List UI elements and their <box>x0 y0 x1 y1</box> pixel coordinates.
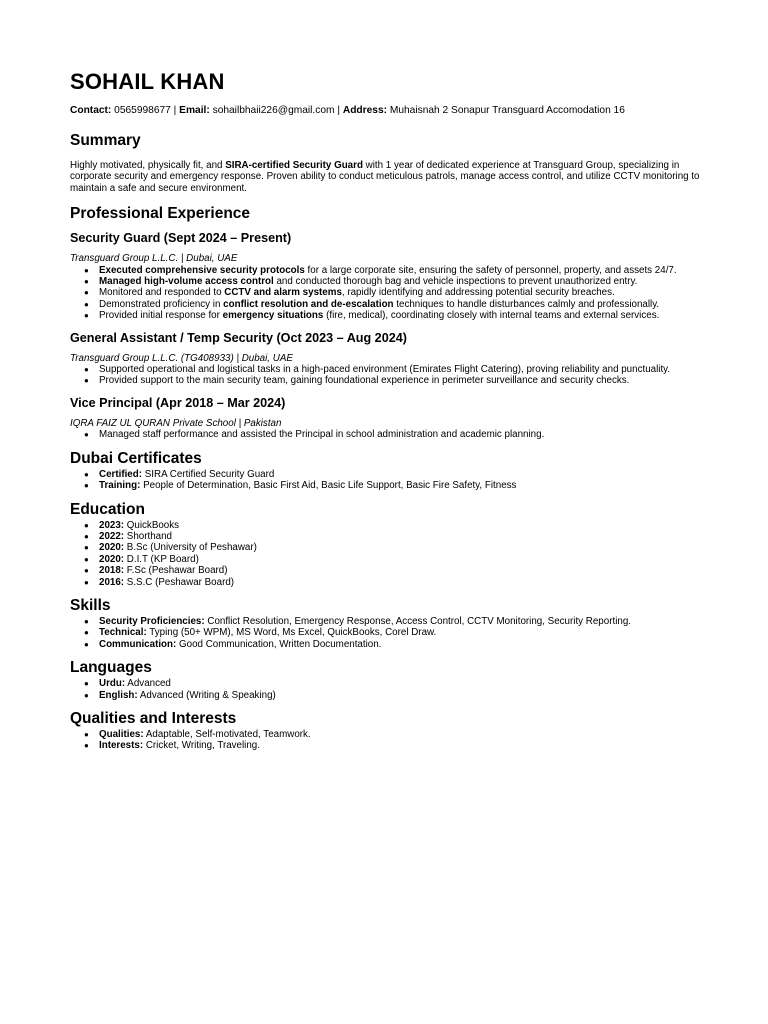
bullet-icon: ● <box>84 554 89 564</box>
job-title: Vice Principal (Apr 2018 – Mar 2024) <box>70 395 286 410</box>
list-item <box>70 565 702 576</box>
bullet-icon: ● <box>84 639 89 649</box>
bullet-icon: ● <box>84 481 89 491</box>
item-text: S.S.C (Peshawar Board) <box>124 576 235 588</box>
bullet-icon: ● <box>84 531 89 541</box>
address-text: Muhaisnah 2 Sonapur Transguard Accomodation 16 <box>389 105 625 116</box>
qualities-heading: Qualities and Interests <box>70 709 237 727</box>
email-label: Email: <box>179 105 210 116</box>
item-text: Adaptable, Self-motivated, Teamwork. <box>143 728 311 740</box>
item-label: 2023: <box>99 519 125 531</box>
email-address: sohailbhaii226@gmail.com <box>212 105 335 116</box>
bullet-text-bold: Executed comprehensive security protocols <box>99 264 305 276</box>
item-text: D.I.T (KP Board) <box>124 553 199 565</box>
list-item <box>70 310 702 321</box>
bullet-text: Supported operational and logistical tasks in a high-paced environment (Emirates Flight Catering), proving reliability and punctuality. <box>99 364 671 376</box>
item-text: SIRA Certified Security Guard <box>142 468 275 480</box>
list-item <box>70 276 702 287</box>
contact-line <box>70 104 702 117</box>
bullet-icon: ● <box>84 469 89 479</box>
item-label: 2020: <box>99 553 125 565</box>
list-item <box>70 531 702 542</box>
job-bullets <box>70 364 702 387</box>
languages-list <box>70 678 702 701</box>
item-text: Shorthand <box>124 530 172 542</box>
job-title: General Assistant / Temp Security (Oct 2023 – Aug 2024) <box>70 330 407 345</box>
separator: | <box>337 105 340 116</box>
list-item <box>70 542 702 553</box>
item-text: People of Determination, Basic First Aid, Basic Life Support, Basic Fire Safety, Fitness <box>140 480 517 492</box>
job-company: Transguard Group L.L.C. (TG408933) | Dubai, UAE <box>70 352 293 364</box>
list-item <box>70 469 702 480</box>
bullet-icon: ● <box>84 311 89 321</box>
summary-text-start: Highly motivated, physically fit, and <box>70 160 226 171</box>
certificates-list <box>70 469 702 492</box>
bullet-text-end: and conducted thorough bag and vehicle inspections to prevent unauthorized entry. <box>273 276 638 288</box>
list-item <box>70 375 702 386</box>
education-heading: Education <box>70 500 145 518</box>
bullet-text: Managed staff performance and assisted the Principal in school administration and academic planning. <box>99 429 545 441</box>
item-text: F.Sc (Peshawar Board) <box>124 565 228 577</box>
item-label: Technical: <box>99 627 147 639</box>
bullet-text-end: , rapidly identifying and addressing potential security breaches. <box>341 287 615 299</box>
item-text: Good Communication, Written Documentation. <box>176 638 382 650</box>
bullet-text-bold: emergency situations <box>222 310 324 322</box>
list-item <box>70 429 702 440</box>
job-entry <box>70 230 702 321</box>
contact-label: Contact: <box>70 105 112 116</box>
job-entry <box>70 330 702 387</box>
job-bullets <box>70 265 702 322</box>
item-text: Cricket, Writing, Traveling. <box>143 740 260 752</box>
education-list <box>70 520 702 588</box>
item-label: Training: <box>99 480 141 492</box>
summary-text-bold: SIRA-certified Security Guard <box>225 160 363 171</box>
qualities-list <box>70 729 702 752</box>
list-item <box>70 616 702 627</box>
bullet-text-start: Demonstrated proficiency in <box>99 298 224 310</box>
list-item <box>70 265 702 276</box>
bullet-icon: ● <box>84 520 89 530</box>
bullet-text-start: Provided initial response for <box>99 310 223 322</box>
skills-heading: Skills <box>70 596 111 614</box>
item-text: Conflict Resolution, Emergency Response, Access Control, CCTV Monitoring, Security Reporting. <box>204 615 631 627</box>
bullet-icon: ● <box>84 430 89 440</box>
list-item <box>70 690 702 701</box>
bullet-icon: ● <box>84 376 89 386</box>
job-bullets <box>70 429 702 440</box>
bullet-icon: ● <box>84 729 89 739</box>
bullet-text-end: (fire, medical), coordinating closely with internal teams and external services. <box>323 310 660 322</box>
list-item <box>70 554 702 565</box>
list-item <box>70 729 702 740</box>
summary-text-end: with 1 year of dedicated experience at Transguard Group, specializing in corporate security and emergency response. Proven ability to conduct meticulous patrols, manage access control, and utilize CCTV monitoring to maintain a safe and secure environment. <box>70 160 700 194</box>
bullet-text-end: techniques to handle disturbances calmly and professionally. <box>393 298 660 310</box>
bullet-text-start: Monitored and responded to <box>99 287 225 299</box>
item-text: Advanced (Writing & Speaking) <box>137 689 276 701</box>
item-label: Certified: <box>99 468 143 480</box>
address-label: Address: <box>342 105 388 116</box>
separator: | <box>173 105 177 116</box>
item-label: Qualities: <box>99 728 144 740</box>
item-label: Interests: <box>99 740 144 752</box>
bullet-icon: ● <box>84 299 89 309</box>
item-text: Advanced <box>125 678 171 690</box>
bullet-icon: ● <box>84 365 89 375</box>
job-entry <box>70 395 702 441</box>
certificates-heading: Dubai Certificates <box>70 449 202 467</box>
item-label: Security Proficiencies: <box>99 615 205 627</box>
languages-heading: Languages <box>70 659 152 677</box>
list-item <box>70 520 702 531</box>
job-title: Security Guard (Sept 2024 – Present) <box>70 231 292 246</box>
bullet-icon: ● <box>84 577 89 587</box>
item-label: English: <box>99 689 138 701</box>
candidate-name: SOHAIL KHAN <box>70 69 225 94</box>
bullet-icon: ● <box>84 277 89 287</box>
item-label: 2018: <box>99 565 125 577</box>
bullet-icon: ● <box>84 679 89 689</box>
item-text: QuickBooks <box>124 519 180 531</box>
job-company: Transguard Group L.L.C. | Dubai, UAE <box>70 253 238 265</box>
bullet-icon: ● <box>84 616 89 626</box>
list-item <box>70 287 702 298</box>
phone-number: 0565998677 <box>114 105 171 116</box>
job-company: IQRA FAIZ UL QURAN Private School | Pakistan <box>70 417 282 429</box>
summary-text <box>70 160 702 194</box>
bullet-icon: ● <box>84 690 89 700</box>
list-item <box>70 364 702 375</box>
item-label: Urdu: <box>99 678 126 690</box>
list-item <box>70 639 702 650</box>
item-text: Typing (50+ WPM), MS Word, Ms Excel, QuickBooks, Corel Draw. <box>146 627 437 639</box>
item-label: Communication: <box>99 638 177 650</box>
bullet-icon: ● <box>84 265 89 275</box>
item-text: B.Sc (University of Peshawar) <box>124 542 257 554</box>
list-item <box>70 577 702 588</box>
bullet-icon: ● <box>84 566 89 576</box>
bullet-text-end: for a large corporate site, ensuring the safety of personnel, property, and assets 24/7. <box>304 264 677 276</box>
item-label: 2022: <box>99 530 125 542</box>
list-item <box>70 740 702 751</box>
bullet-icon: ● <box>84 543 89 553</box>
bullet-icon: ● <box>84 628 89 638</box>
summary-heading: Summary <box>70 132 141 149</box>
bullet-text-bold: conflict resolution and de-escalation <box>223 298 394 310</box>
experience-heading: Professional Experience <box>70 205 251 223</box>
bullet-text-bold: CCTV and alarm systems <box>224 287 342 299</box>
list-item <box>70 678 702 689</box>
bullet-text-bold: Managed high-volume access control <box>99 276 274 288</box>
list-item <box>70 299 702 310</box>
item-label: 2016: <box>99 576 125 588</box>
bullet-icon: ● <box>84 741 89 751</box>
list-item <box>70 480 702 491</box>
list-item <box>70 627 702 638</box>
bullet-icon: ● <box>84 288 89 298</box>
skills-list <box>70 616 702 650</box>
bullet-text: Provided support to the main security team, gaining foundational experience in perimeter surveillance and security checks. <box>99 375 630 387</box>
item-label: 2020: <box>99 542 125 554</box>
